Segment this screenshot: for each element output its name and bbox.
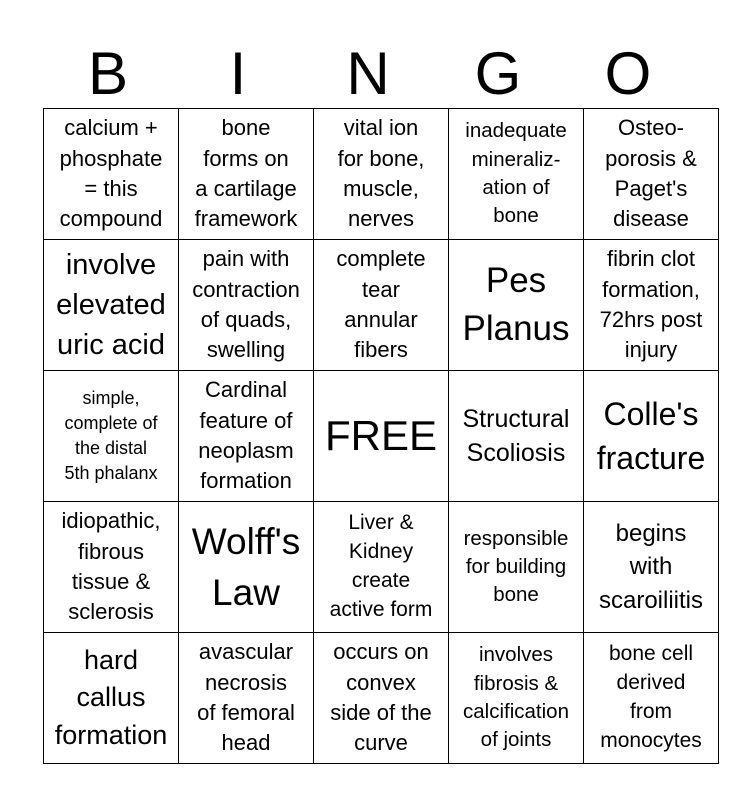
bingo-cell-r5c5[interactable] bbox=[584, 633, 719, 764]
bingo-cell-r1c3[interactable] bbox=[314, 109, 449, 240]
bingo-cell-r1c2[interactable] bbox=[179, 109, 314, 240]
board-row-4 bbox=[44, 502, 719, 633]
cell-text: bone cell derived from monocytes bbox=[600, 642, 702, 752]
board-row-3 bbox=[44, 371, 719, 502]
cell-text: Cardinal feature of neoplasm formation bbox=[198, 377, 294, 494]
cell-text: responsible for building bone bbox=[463, 526, 569, 607]
bingo-cell-r2c5[interactable] bbox=[584, 240, 719, 371]
cell-text: inadequate mineraliz- ation of bone bbox=[465, 119, 567, 228]
cell-text: Colle's fracture bbox=[596, 395, 706, 476]
bingo-cell-r3c2[interactable] bbox=[179, 371, 314, 502]
bingo-cell-r2c1[interactable] bbox=[44, 240, 179, 371]
bingo-cell-r2c4[interactable] bbox=[449, 240, 584, 371]
cell-text: calcium + phosphate = this compound bbox=[59, 115, 163, 232]
header-letter-b: B bbox=[87, 40, 129, 107]
cell-text: bone forms on a cartilage framework bbox=[194, 115, 298, 232]
bingo-cell-r5c3[interactable] bbox=[314, 633, 449, 764]
bingo-cell-r4c1[interactable] bbox=[44, 502, 179, 633]
cell-text: occurs on convex side of the curve bbox=[330, 639, 432, 756]
cell-text: Structural Scoliosis bbox=[462, 404, 570, 467]
board-row-2 bbox=[44, 240, 719, 371]
bingo-cell-r1c5[interactable] bbox=[584, 109, 719, 240]
header-letter-g: G bbox=[474, 40, 522, 107]
bingo-cell-r3c1[interactable] bbox=[44, 371, 179, 502]
cell-text: hard callus formation bbox=[54, 645, 168, 750]
bingo-cell-r3c5[interactable] bbox=[584, 371, 719, 502]
cell-text: fibrin clot formation, 72hrs post injury bbox=[599, 246, 703, 363]
free-space-cell[interactable] bbox=[314, 371, 449, 502]
bingo-cell-r4c4[interactable] bbox=[449, 502, 584, 633]
cell-text: Wolff's Law bbox=[191, 520, 301, 613]
header-letter-n: N bbox=[346, 40, 390, 107]
cell-text: simple, complete of the distal 5th phalanx bbox=[64, 388, 158, 483]
bingo-cell-r1c1[interactable] bbox=[44, 109, 179, 240]
cell-text: Osteo- porosis & Paget's disease bbox=[605, 115, 697, 232]
cell-text: involve elevated uric acid bbox=[56, 248, 166, 361]
bingo-cell-r5c1[interactable] bbox=[44, 633, 179, 764]
bingo-cell-r3c4[interactable] bbox=[449, 371, 584, 502]
bingo-cell-r4c3[interactable] bbox=[314, 502, 449, 633]
cell-text: begins with scaroiliitis bbox=[598, 520, 703, 614]
free-space-text: FREE bbox=[324, 412, 437, 460]
cell-text: avascular necrosis of femoral head bbox=[197, 639, 295, 756]
bingo-cell-r2c3[interactable] bbox=[314, 240, 449, 371]
bingo-cell-r5c4[interactable] bbox=[449, 633, 584, 764]
header-letter-o: O bbox=[604, 40, 652, 107]
bingo-cell-r4c5[interactable] bbox=[584, 502, 719, 633]
cell-text: pain with contraction of quads, swelling bbox=[192, 246, 300, 363]
bingo-header bbox=[43, 40, 693, 108]
board-row-5 bbox=[44, 633, 719, 764]
cell-text: complete tear annular fibers bbox=[336, 246, 426, 363]
cell-text: involves fibrosis & calcification of joints bbox=[463, 643, 569, 752]
bingo-cell-r5c2[interactable] bbox=[179, 633, 314, 764]
bingo-cell-r4c2[interactable] bbox=[179, 502, 314, 633]
bingo-cell-r1c4[interactable] bbox=[449, 109, 584, 240]
board-row-1 bbox=[44, 109, 719, 240]
cell-text: idiopathic, fibrous tissue & sclerosis bbox=[61, 508, 161, 625]
bingo-cell-r2c2[interactable] bbox=[179, 240, 314, 371]
cell-text: Pes Planus bbox=[462, 260, 570, 348]
cell-text: vital ion for bone, muscle, nerves bbox=[337, 115, 425, 232]
cell-text: Liver & Kidney create active form bbox=[329, 511, 433, 621]
header-letter-i: I bbox=[229, 40, 247, 107]
bingo-board bbox=[43, 108, 719, 764]
